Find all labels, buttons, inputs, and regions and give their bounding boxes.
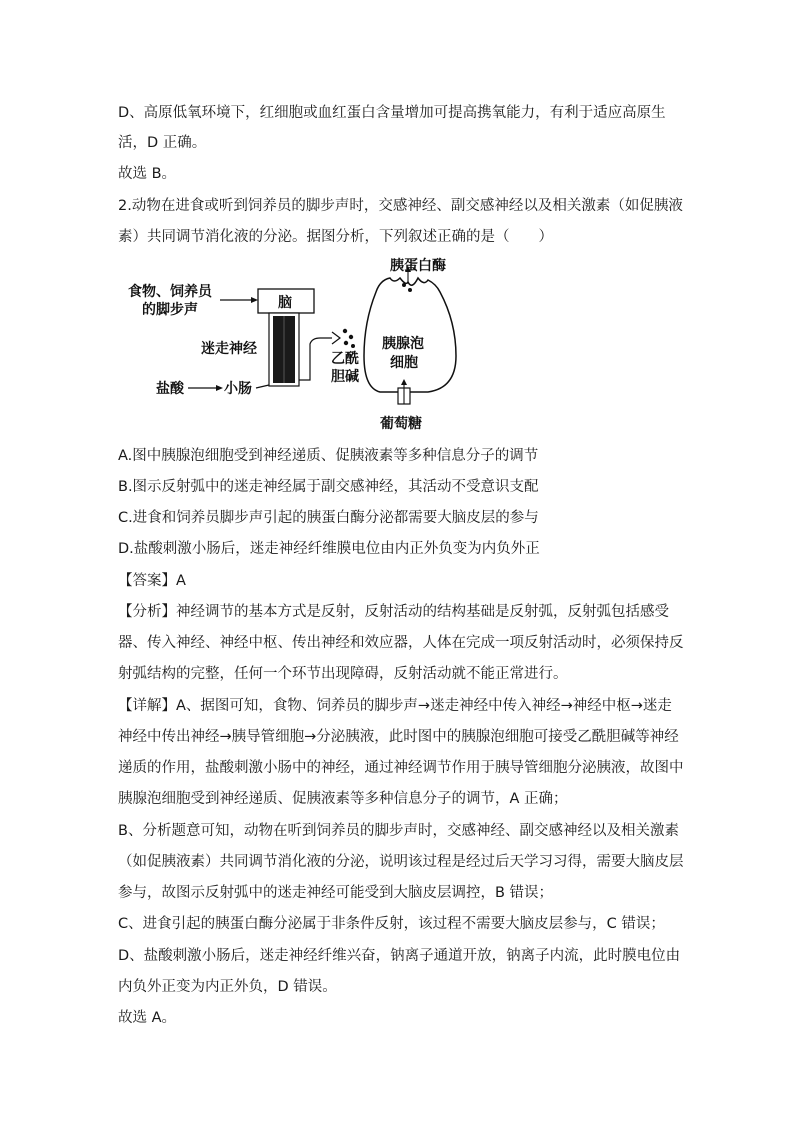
detail-a-line4: 胰腺泡细胞受到神经递质、促胰液素等多种信息分子的调节，A 正确； — [118, 791, 568, 807]
ach-vesicle — [351, 344, 355, 348]
answer-choice: 故选 A。 — [118, 1010, 177, 1026]
question-stem-line2: 素）共同调节消化液的分泌。据图分析，下列叙述正确的是（ ） — [118, 229, 553, 245]
pancreas-secretion-diagram — [118, 252, 538, 440]
stimulus-label-line2: 的脚步声 — [142, 302, 198, 318]
answer-label: 【答案】A — [118, 573, 186, 589]
enzyme-granule — [402, 283, 406, 287]
prev-option-d-line1: D、高原低氧环境下，红细胞或血红蛋白含量增加可提高携氧能力，有利于适应高原生 — [118, 105, 666, 121]
ach-label-line2: 胆碱 — [331, 369, 359, 385]
prev-answer-choice: 故选 B。 — [118, 166, 177, 182]
acinar-cell-outline — [364, 278, 456, 392]
detail-d-line2: 内负外正变为内正外负，D 错误。 — [118, 979, 337, 995]
analysis-line2: 器、传入神经、神经中枢、传出神经和效应器，人体在完成一项反射活动时，必须保持反 — [118, 635, 684, 651]
vagus-label: 迷走神经 — [201, 341, 257, 357]
glucose-label: 葡萄糖 — [380, 416, 422, 432]
intestine-label: 小肠 — [224, 381, 252, 397]
efferent-nerve — [299, 338, 332, 380]
hcl-arrowhead — [216, 385, 223, 391]
option-a: A.图中胰腺泡细胞受到神经递质、促胰液素等多种信息分子的调节 — [118, 448, 539, 464]
nerve-terminal — [332, 332, 340, 344]
analysis-line1: 【分析】神经调节的基本方式是反射，反射活动的结构基础是反射弧，反射弧包括感受 — [118, 604, 669, 620]
cell-label-line2: 细胞 — [390, 355, 418, 371]
detail-b-line3: 参与，故图示反射弧中的迷走神经可能受到大脑皮层调控，B 错误； — [118, 885, 554, 901]
brain-label: 脑 — [278, 295, 292, 311]
option-b: B.图示反射弧中的迷走神经属于副交感神经，其活动不受意识支配 — [118, 479, 539, 495]
stimulus-arrowhead — [251, 297, 258, 303]
detail-d-line1: D、盐酸刺激小肠后，迷走神经纤维兴奋，钠离子通道开放，钠离子内流，此时膜电位由 — [118, 948, 681, 964]
question-stem-line1: 2.动物在进食或听到饲养员的脚步声时，交感神经、副交感神经以及相关激素（如促胰液 — [118, 198, 683, 214]
detail-b-line1: B、分析题意可知，动物在听到饲养员的脚步声时，交感神经、副交感神经以及相关激素 — [118, 823, 679, 839]
detail-b-line2: （如促胰液素）共同调节消化液的分泌，说明该过程是经过后天学习习得，需要大脑皮层 — [118, 854, 684, 870]
stimulus-label-line1: 食物、饲养员 — [128, 284, 212, 300]
ach-vesicle — [343, 329, 347, 333]
option-c: C.进食和饲养员脚步声引起的胰蛋白酶分泌都需要大脑皮层的参与 — [118, 510, 539, 526]
detail-a-line1: 【详解】A、据图可知，食物、饲养员的脚步声→迷走神经中传入神经→神经中枢→迷走 — [118, 698, 672, 714]
ach-vesicle — [349, 335, 353, 339]
enzyme-label: 胰蛋白酶 — [390, 258, 446, 274]
intestine-connector — [256, 385, 269, 388]
analysis-line3: 射弧结构的完整，任何一个环节出现障碍，反射活动就不能正常进行。 — [118, 666, 568, 682]
detail-a-line3: 递质的作用，盐酸刺激小肠中的神经，通过神经调节作用于胰导管细胞分泌胰液，故图中 — [118, 760, 684, 776]
enzyme-granule — [408, 288, 412, 292]
prev-option-d-line2: 活，D 正确。 — [118, 135, 207, 151]
hcl-label: 盐酸 — [156, 381, 184, 397]
ach-vesicle — [344, 341, 348, 345]
detail-a-line2: 神经中传出神经→胰导管细胞→分泌胰液，此时图中的胰腺泡细胞可接受乙酰胆碱等神经 — [118, 729, 679, 745]
cell-label-line1: 胰腺泡 — [382, 336, 424, 352]
ach-label-line1: 乙酰 — [331, 351, 359, 367]
detail-c-line1: C、进食引起的胰蛋白酶分泌属于非条件反射，该过程不需要大脑皮层参与，C 错误； — [118, 916, 665, 932]
option-d: D.盐酸刺激小肠后，迷走神经纤维膜电位由内正外负变为内负外正 — [118, 541, 540, 557]
